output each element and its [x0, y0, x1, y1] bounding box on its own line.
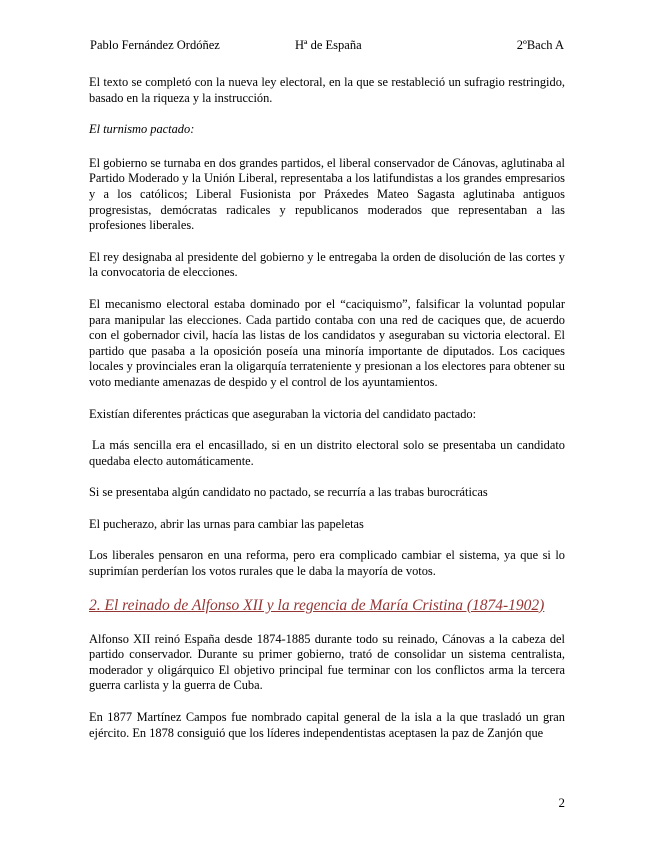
- paragraph-pucherazo: El pucherazo, abrir las urnas para cambiar las papeletas: [89, 516, 364, 531]
- paragraph-practices: Existían diferentes prácticas que aseguraban la victoria del candidato pactado:: [89, 406, 477, 421]
- paragraph-encasillado: La más sencilla era el encasillado, si en un distrito electoral solo se presentaba un candidato quedaba electo automáticamente.: [89, 438, 565, 468]
- paragraph-king: El rey designaba al presidente del gobierno y le entregaba la orden de disolución de las cortes y la convocatoria de elecciones.: [89, 249, 565, 280]
- subheading-turnismo: El turnismo pactado:: [89, 122, 195, 137]
- paragraph-trabas: Si se presentaba algún candidato no pactado, se recurría a las trabas burocráticas: [89, 485, 488, 500]
- paragraph-parties: El gobierno se turnaba en dos grandes partidos, el liberal conservador de Cánovas, aglutinaba al Partido Moderado y la Unión Liberal, representaba a los latifundistas a los grandes empresarios y a los católicos; Liberal Fusionista por Práxedes Mateo Sagasta aglutinaba antiguos progresistas, demócratas radicales y republicanos moderados que representaban a las profesiones liberales.: [89, 155, 565, 233]
- header-course: 2ºBach A: [516, 38, 564, 52]
- paragraph-martinez-campos: En 1877 Martínez Campos fue nombrado capital general de la isla a la que trasladó un gran ejército. En 1878 consiguió que los líderes independentistas aceptasen la paz de Zanjón que: [89, 710, 565, 740]
- paragraph-alfonso: Alfonso XII reinó España desde 1874-1885 durante todo su reinado, Cánovas a la cabeza del partido conservador. Durante su primer gobierno, trató de consolidar un sistema centralista, moderador y oligárquico El objetivo principal fue terminar con los conflictos arma la tercera guerra carlista y la guerra de Cuba.: [89, 631, 565, 693]
- header-author: Pablo Fernández Ordóñez: [90, 38, 220, 52]
- page-header: [90, 38, 564, 56]
- header-subject: Hª de España: [295, 38, 362, 52]
- section-heading: 2. El reinado de Alfonso XII y la regencia de María Cristina (1874-1902): [89, 596, 545, 614]
- document-body: [89, 75, 565, 757]
- paragraph-electoral-law: El texto se completó con la nueva ley electoral, en la que se restableció un sufragio restringido, basado en la riqueza y la instrucción.: [89, 75, 565, 105]
- page-number: 2: [558, 795, 565, 810]
- paragraph-reform: Los liberales pensaron en una reforma, pero era complicado cambiar el sistema, ya que si lo suprimían perderían los votos rurales que le daba la mayoría de votos.: [89, 548, 565, 579]
- paragraph-caciquismo: El mecanismo electoral estaba dominado por el “caciquismo”, falsificar la voluntad popular para manipular las elecciones. Cada partido contaba con una red de caciques que, de acuerdo con el gobernador civil, hacía las listas de los candidatos y aseguraban su victoria electoral. El partido que pasaba a la oposición poseía una minoría importante de diputados. Los caciques locales y provinciales eran la oligarquía terrateniente y presionan a los electores para obtener su voto mediante amenazas de despido y el control de los ayuntamientos.: [89, 296, 565, 389]
